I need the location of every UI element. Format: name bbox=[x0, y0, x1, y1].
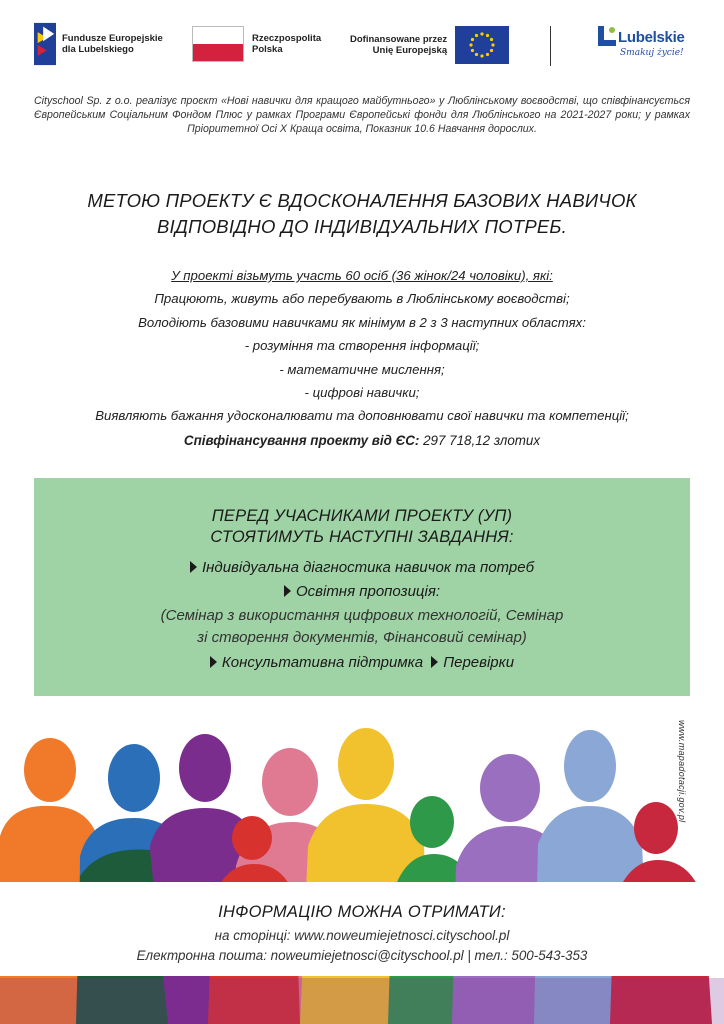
eu-star-icon bbox=[486, 53, 489, 56]
criteria-item: - розуміння та створення інформації; bbox=[244, 338, 480, 354]
task-diagnostics bbox=[34, 559, 690, 576]
eu-star-icon bbox=[490, 49, 493, 52]
lubelskie-l-icon bbox=[594, 24, 618, 50]
footer-website[interactable]: на сторінці: www.noweumiejetnosci.cityschool.pl bbox=[214, 928, 510, 943]
rp-logo-text: Rzeczpospolita Polska bbox=[252, 33, 322, 55]
project-goal-heading bbox=[40, 188, 684, 240]
participant-criteria bbox=[30, 264, 694, 428]
cofinancing-value: 297 718,12 злотих bbox=[419, 433, 541, 448]
task-label: Індивідуальна діагностика навичок та потреб bbox=[201, 559, 535, 576]
criteria-item: Володіють базовими навичками як мінімум в 2 з 3 наступних областях: bbox=[138, 314, 586, 330]
fe-symbol-icon bbox=[34, 22, 56, 66]
eu-star-icon bbox=[475, 53, 478, 56]
eu-star-icon bbox=[492, 43, 495, 46]
bullet-triangle-icon bbox=[284, 585, 291, 597]
eu-star-icon bbox=[475, 34, 478, 37]
lubelskie-logo-text: Lubelskie bbox=[618, 28, 685, 46]
goal-line-1: МЕТОЮ ПРОЕКТУ Є ВДОСКОНАЛЕННЯ БАЗОВИХ НАВИЧОК bbox=[87, 190, 637, 211]
task-detail-line-1: (Семінар з використання цифрових технологій, Семінар bbox=[160, 607, 564, 624]
bullet-triangle-icon bbox=[431, 656, 438, 668]
bullet-triangle-icon bbox=[190, 561, 197, 573]
tasks-title bbox=[34, 506, 690, 548]
criteria-item: - математичне мислення; bbox=[279, 361, 445, 377]
task-label: Перевірки bbox=[443, 654, 515, 671]
eu-star-icon bbox=[481, 32, 484, 35]
task-detail-line-2: зі створення документів, Фінансовий семінар) bbox=[197, 629, 527, 646]
lubelskie-logo bbox=[594, 24, 685, 58]
logo-bar bbox=[0, 18, 724, 74]
task-support-checks bbox=[34, 654, 690, 671]
intro-text: Cityschool Sp. z o.o. реалізує проєкт «Нові навички для кращого майбутнього» у Люблінському воєводстві, що співфінансується Європейським Соціальним Фондом Плюс у рамках Програми Європейські фонди для Люблінського на 2021-2027 роки; у рамках Пріоритетної Осі Х Краща освіта, Показник 10.6 Навчання дорослих. bbox=[34, 95, 690, 135]
side-url: www.mapadotacji.gov.pl bbox=[677, 720, 687, 823]
bullet-triangle-icon bbox=[210, 656, 217, 668]
eu-star-icon bbox=[486, 34, 489, 37]
lubelskie-slogan: Smakuj życie! bbox=[620, 48, 684, 58]
criteria-heading: У проекті візьмуть участь 60 осіб (36 жінок/24 чоловіки), які: bbox=[171, 268, 553, 283]
criteria-item: Працюють, живуть або перебувають в Люблінському воєводстві; bbox=[154, 291, 570, 307]
eu-star-icon bbox=[481, 54, 484, 57]
task-label: Консультативна підтримка bbox=[221, 654, 424, 671]
cofinancing bbox=[30, 433, 694, 448]
fe-logo-text: Fundusze Europejskie dla Lubelskiego bbox=[62, 33, 163, 55]
tasks-title-line-1: ПЕРЕД УЧАСНИКАМИ ПРОЕКТУ (УП) bbox=[211, 507, 513, 525]
eu-star-icon bbox=[490, 38, 493, 41]
logo-divider bbox=[550, 26, 551, 66]
tasks-box bbox=[34, 478, 690, 696]
eu-star-icon bbox=[471, 38, 474, 41]
eu-star-icon bbox=[471, 49, 474, 52]
rp-logo bbox=[192, 26, 321, 62]
polish-flag-icon bbox=[192, 26, 244, 62]
footer-title: ІНФОРМАЦІЮ МОЖНА ОТРИМАТИ: bbox=[218, 903, 506, 921]
criteria-item: Виявляють бажання удосконалювати та доповнювати свої навички та компетенції; bbox=[95, 408, 629, 424]
tasks-title-line-2: СТОЯТИМУТЬ НАСТУПНІ ЗАВДАННЯ: bbox=[210, 528, 514, 546]
eu-logo bbox=[350, 26, 509, 64]
task-education bbox=[34, 583, 690, 600]
task-education-detail bbox=[34, 605, 690, 649]
eu-flag-icon bbox=[455, 26, 509, 64]
goal-line-2: ВІДПОВІДНО ДО ІНДИВІДУАЛЬНИХ ПОТРЕБ. bbox=[156, 216, 568, 237]
criteria-item: - цифрові навички; bbox=[304, 385, 420, 401]
eu-logo-text: Dofinansowane przez Unię Europejską bbox=[350, 34, 448, 56]
people-silhouettes bbox=[0, 726, 724, 1024]
task-label: Освітня пропозиція: bbox=[295, 583, 441, 600]
fe-logo bbox=[34, 22, 163, 66]
footer-contact[interactable]: Електронна пошта: noweumiejetnosci@cityschool.pl | тел.: 500-543-353 bbox=[136, 948, 588, 963]
eu-star-icon bbox=[470, 43, 473, 46]
cofinancing-label: Співфінансування проекту від ЄС: bbox=[183, 433, 420, 448]
